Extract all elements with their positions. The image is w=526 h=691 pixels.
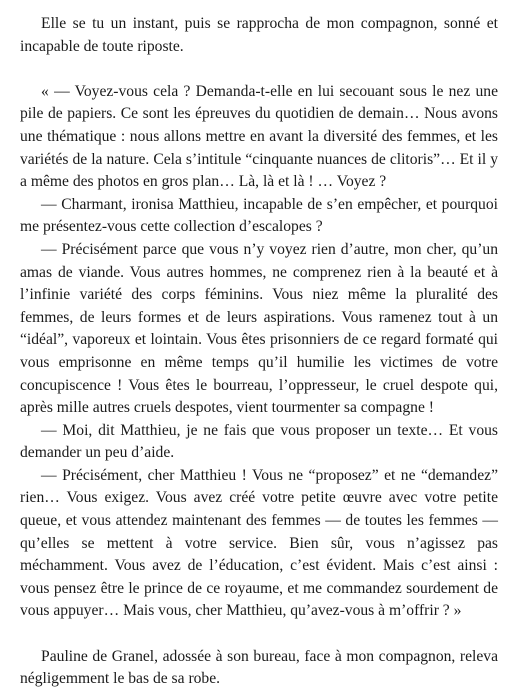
- paragraph-1: Elle se tu un instant, puis se rapprocha de mon compagnon, sonné et incapable de toute riposte.: [20, 15, 498, 55]
- paragraph-7: Pauline de Granel, adossée à son bureau, face à mon compagnon, releva négligemment le bas de sa robe.: [20, 647, 498, 688]
- paragraph-5: — Moi, dit Matthieu, je ne fais que vous proposer un texte… Et vous demander un peu d’aide.: [20, 421, 498, 462]
- paragraph-3: — Charmant, ironisa Matthieu, incapable de s’en empêcher, et pourquoi me présentez-vous cette collection d’escalopes ?: [20, 195, 498, 236]
- paragraph-2: « — Voyez-vous cela ? Demanda-t-elle en lui secouant sous le nez une pile de papiers. Ce sont les épreuves du quotidien de demain… Nous avons une thématique : nous allons mettre en avant la diversité des femmes, et les variétés de la nature. Cela s’intitule “cinquante nuances de clitoris”… Et il y a même des photos en gros plan… Là, là et là ! … Voyez ?: [20, 82, 498, 191]
- paragraph-4: — Précisément parce que vous n’y voyez rien d’autre, mon cher, qu’un amas de viande. Vous autres hommes, ne comprenez rien à la beauté et à l’infinie variété des corps féminins. Vous niez même la pluralité des femmes, de leurs formes et de leurs aspirations. Vous ramenez tout à un “idéal”, vaporeux et lointain. Vous êtes prisonniers de ce regard formaté qui vous emprisonne en même temps qu’il humilie les victimes de votre concupiscence ! Vous êtes le bourreau, l’oppresseur, le cruel despote qui, après mille autres cruels despotes, vient tourmenter sa compagne !: [20, 240, 498, 417]
- paragraph-6: — Précisément, cher Matthieu ! Vous ne “proposez” et ne “demandez” rien… Vous exigez. Vous avez créé votre petite œuvre avec votre petite queue, et vous attendez maintenant des femmes — de toutes les femmes — qu’elles se mettent à votre service. Bien sûr, vous n’agissez pas méchamment. Vous avez de l’éducation, c’est évident. Mais c’est ainsi : vous pensez être le prince de ce royaume, et me commandez sourdement de vous appuyer… Mais vous, cher Matthieu, qu’avez-vous à m’offrir ? »: [20, 466, 498, 620]
- paragraph-gap: [20, 58, 498, 81]
- book-page: [20, 13, 498, 691]
- paragraph-gap: [20, 623, 498, 646]
